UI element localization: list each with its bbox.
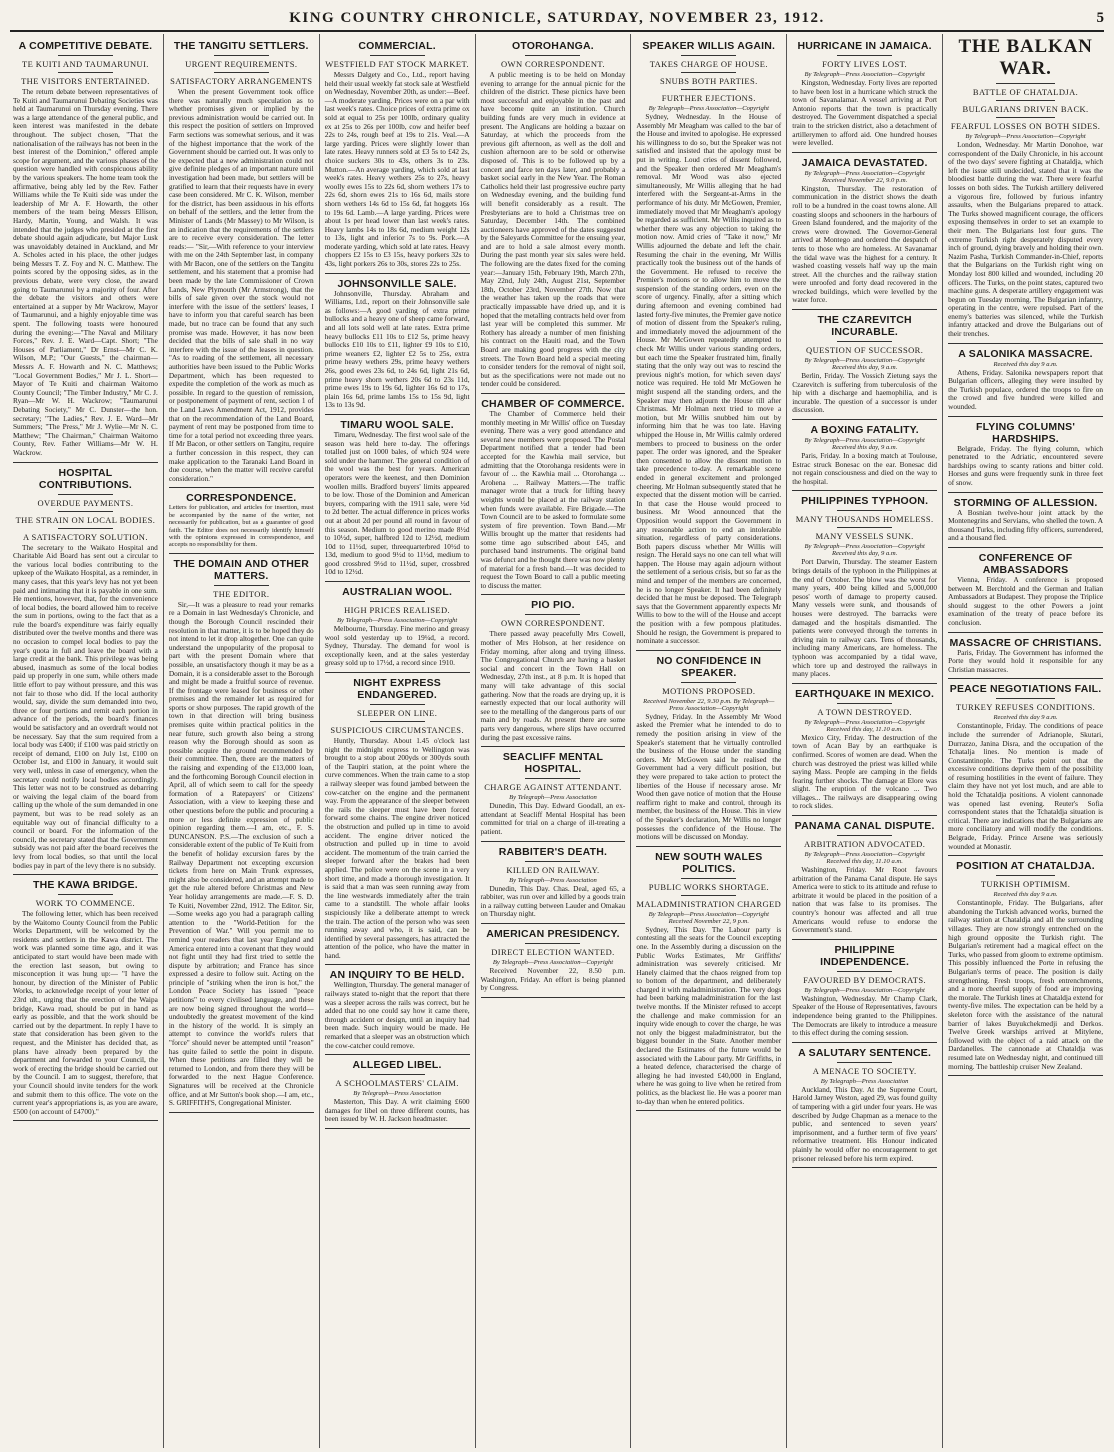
article-subhead: A SATISFACTORY SOLUTION. — [22, 531, 148, 542]
article-dateline: By Telegraph—Press Association—Copyright Received this day, 9 a.m. — [804, 357, 925, 372]
article-separator — [948, 547, 1103, 548]
article-subhead: OWN CORRESPONDENT. — [501, 618, 605, 629]
article-body: Timaru, Wednesday. The first wool sale of the season was held here to-day. The offerings totalled just on 1000 bales, of which 924 were sold under the hammer. The general condition of the wool was the best for years. American operators were the keenest, and then Dominion woollen mills. Bradford buyers' limits appeared to be low. Those of the Dominion and American buyers, comparing with the 1911 sale, were ½d to 2d better. The actual difference in prices works out at about 2d per pound all round in favour of this season. Medium to good merino made 8½d to 10½d, super, halfbred 12d to 12½d, medium 10d to 11½d, super, threequarterbred 10½d to 13d, medium to good 9½d to 11½d, medium to good crossbred 9½d to 11½d, super, crossbred 10d to 12½d. — [324, 429, 470, 577]
article-body: The return debate between representatives of Te Kuiti and Taumarunui Debating Societies was held at Taumarunui on Thursday evening. There was a large attendance of the general public, and keen interest was manifested in the debate throughout. The subject chosen, "That the nationalisation of the railways has not been in the best interest of the Dominion," offered ample scope for argument, and the various phases of the question were handled with conspicuous ability by the various speakers. The home team took the affirmative, being ably led by the Rev. Father Williams while the Te Kuiti side was under the leadership of Mr A. F. Howarth, the other members of the team being Messrs Ellison, Hardy, Martin, Young, and Walsh. It was intended that the judges who presided at the first debate should again adjudicate, but Major Lusk was unavoidably detained in Auckland, and Mr A. Scholes acted in his place, the other judges being Messrs T. Z. Foy and N. C. Matthew. The points scored by the opposing sides, as in the previous debate, were very close, the award going to Taumarunui by a majority of four. After the debate the visitors and others were entertained at a supper by Mr Wackrow, Mayor of Taumarunui, and a highly enjoyable time was spent. The following toasts were honoured during the evening:—"The Naval and Military Forces," Rev. J. E. Ward—Capt. Short; "The Houses of Parliament," Dr Ernst—Mr C. K. Wilson, M.P.; "Our Guests," the chairman—Messrs A. F. Howarth and N. C. Matthews; "Local Government Bodies," Mr J. L. Short—Mayor of Te Kuiti and chairman Waitomo County Council; "The Timber Industry," Mr C. J. Ryan—Mr W. H. Wackrow; "Taumarunui Debating Society," Mr C. Dunster—the hon. secretary; "The Ladies," Rev. J. E. Ward—Mr Summers; "The Press," Mr J. Wylie—Mr N. C. Matthew; "The Chairman," Chairman Waitomo County, Rev. Father Williams—Mr W. H. Wackrow. — [13, 87, 158, 457]
article-separator — [325, 1054, 470, 1055]
article — [325, 586, 470, 673]
article-dateline: By Telegraph—Press Association—Copyright Received November 22, 9 p.m. — [648, 910, 769, 925]
article-subhead: QUESTION OF SUCCESSOR. — [806, 345, 924, 356]
divider — [214, 55, 269, 56]
article — [792, 820, 937, 940]
article-dateline: By Telegraph—Press Association—Copyright Received this day, 9 a.m. — [804, 543, 925, 558]
article — [948, 683, 1103, 856]
article-dateline: Received this day 9 a.m. — [993, 714, 1058, 722]
divider — [837, 835, 892, 836]
article-subhead: THE VISITORS ENTERTAINED. — [21, 76, 150, 86]
article-body: Sir,—It was a pleasure to read your remarks re a Domain in last Wednesday's Chronicle, and though the Borough Council rescinded their resolution in that matter, it is to be hoped they do not intend to let it drop altogether. One can quite understand the unpopularity of the proposal to part with the present Domain where that possible, an unsatisfactory though it may be as a Domain, it is a considerable asset to the Borough and might be made a fruitful source of revenue. If the frontage were leased for business or other premises and the remainder let as required for sports or show purposes. The rapid growth of the town in that direction will bring business premises quite within practical politics in the near future, such growth also being a strong reason why the Borough should as soon as possible acquire the ground recommended by their committee. Then, there are the matters of the raising and expending of the £13,000 loan, and the forthcoming Borough Council election in April, all of which seem to call for the speedy formation of a Ratepayers' or Citizens' Association, with a view to keeping these and other questions before the public and procuring a more or less definite expression of public opinion regarding them.—I am, etc., F. S. DUNCANSON. P.S.—The exclusion of such a considerable extent of the public of Te Kuiti from the benefit of holiday excursion fares by the Railway Department not excepting excursion tickets from here on Main Trunk expresses, might also be considered, and an attempt made to get the rule altered before Christmas and New Year holiday arrangements are made.—F. S. D. Te Kuiti, November 22nd, 1912. The Editor. Sir,—Some weeks ago you had a paragraph calling attention to the "World-Petition for the Prevention of War." Will you permit me to remind your readers that last year England and America entered into a covenant that they would not fight until they had first tried to settle the dispute by arbitration; and France has since expressed a desire to follow suit. Acting on the principle of "striking when the iron is hot," the London Peace Society has issued "peace petitions" to every civilised language, and these are now being signed throughout the world—undoubtedly the greatest movement of the kind in the history of the world. It is simply an attempt to convince the world's rulers that "force" should never be attempted until "reason" has quite failed to settle the point in dispute. When these petitions are filled they will be returned to London, and from there they will be forwarded to the next Hague Conference. Signatures will be received at the Chronicle office, and at Mr Sutton's book shop.—I am, etc., S. GRIFFITH'S, Congregational Minister. — [168, 599, 314, 1108]
divider — [525, 778, 580, 779]
article-separator — [325, 581, 470, 582]
article-headline: JOHNSONVILLE SALE. — [337, 277, 457, 290]
article-headline: AN INQUIRY TO BE HELD. — [329, 969, 465, 982]
article-body: Kingston, Thursday. The restoration of communication in the district shows the death roll to be a hundred in the coast towns alone. All coasting sloops and schooners in the harbours of Green Island foundered, and the majority of the crews were drowned. The Governor-General arrived at Montego and ordered the despatch of tents to those who are homeless. At Savanamar the tidal wave was the highest for a century. It washed coasting vessels half way up the main street. All the churches and the railway station were unroofed and forty dead recovered in the wrecked buildings, which were levelled by the water force. — [792, 183, 938, 305]
article-dateline: By Telegraph—Press Association—Copyright — [492, 958, 614, 966]
article-body: Messrs Dalgety and Co., Ltd., report having held their usual weekly fat stock sale at Westfield on Wednesday, November 20th, as under:—Beef.—A moderate yarding. Prices were on a par with last week's rates. Choice prices of extra prime ox sold at equal to 25s per 100lb, ordinary quality ex at 25s to 26s per 100lb, cow and heifer beef 22s to 24s, rough beef at 19s to 21s. Veal.—A large yarding. Prices were slightly lower than late rates. Heavy runners sold at £3 5s to £42 2s, choice suckers 30s to 43s, others 3s to 23s. Mutton.—An average yarding, which sold at last week's rates. Heavy wethers 25s to 27s, heavy woolly ewes 15s to 22s 6d, shorn wethers 17s to 22s 6d, shorn ewes 21s to 16s 6d, mails store shorn wethers 14s 6d to 15s 6d, fat hoggets 16s to 19s 6d. Lamb.—A large yarding. Prices were about 1s per head lower than last week's rates. Heavy lambs 14s to 18s 6d, medium weight 12s to 13s, light and inferior 7s to 9s. Pork.—A moderate yarding, which sold at late rates. Heavy choppers £2 15s to £3 15s, heavy porkers 32s to 43s, light porkers 26s to 30s, stores 22s to 25s. — [324, 70, 470, 269]
article-subhead: CHARGE AGAINST ATTENDANT. — [484, 782, 622, 793]
article-subhead: OWN CORRESPONDENT. — [501, 59, 605, 69]
article-body: Paris, Friday. In a boxing match at Toulouse, Estrac struck Bonesac on the ear. Bonesac did not regain consciousness and died on the way to the hospital. — [792, 451, 938, 486]
article-body: Auckland, This Day. At the Supreme Court, Harold Jarney Weston, aged 29, was found guilty of tampering with a girl under four years. He was described by Judge Chapman as a menace to the public, and sentenced to seven years' imprisonment, and a further term of five years' reformative treatment. His Honour indicated plainly he would offer no encouragement to get prisoner released before his term expired. — [792, 1084, 938, 1163]
article-headline: NO CONFIDENCE IN SPEAKER. — [656, 654, 762, 679]
article — [948, 421, 1103, 493]
article — [792, 944, 937, 1043]
article-body: Melbourne, Thursday. Fine merino and greasy wool sold yesterday up to 19¼d, a record. Sydney, Thursday. The demand for wool is exceptionally keen, and at the sales yesterday greasy sold up to 17½d, a record since 1910. — [324, 624, 470, 668]
article — [636, 655, 781, 847]
article-subhead: BATTLE OF CHATALDJA. — [972, 87, 1079, 97]
article-dateline: By Telegraph—Press Association—Copyright — [965, 133, 1086, 140]
article-dateline: By Telegraph—Press Association—Copyright Received November 22, 9.0 p.m. — [804, 169, 925, 184]
article-subhead: SNUBS BOTH PARTIES. — [659, 76, 758, 86]
divider — [837, 55, 892, 56]
article — [325, 40, 470, 274]
correspondence-notice: Letters for publication, and articles for insertion, must be accompanied by the name of the writer, not necessarily for publication, but as a guarantee of good faith. The Editor does not necessarily identify himself with the opinions expressed in correspondence, and accepts no responsibility for them. — [168, 504, 314, 549]
column-6 — [787, 34, 943, 1448]
article-headline: AUSTRALIAN WOOL. — [342, 586, 453, 599]
article-subhead: A MENACE TO SOCIETY. — [812, 1065, 917, 1076]
article-separator — [481, 923, 626, 924]
article-body: The following letter, which has been received by the Waitomo County Council from the Public Works Department, will be welcomed by the residents and settlers in the Kawa district. The work was planned some time ago, and it was anticipated to start would have been made with the erection last season, but owing to misconception it was hung up:— "I have the honour, by direction of the Minister of Public Works, to acknowledge receipt of your letter of 23rd ult., urging that the erection of the Waipa bridge, Kawa road, should be put in hand as early as possible, and that the work should be carried out by the department. In reply I have to state that consideration has been given to the request, and the Minister has decided that, as plans have already been prepared by the department and forwarded to your Council, the work of erecting the bridge should be carried out by the Council. I am to suggest, therefore, that your Council should invite tenders for the work and submit them to this office. The vote on the current year's appropriations is, as you are aware, £500 (on account of £4700)." — [13, 909, 158, 1116]
column-3 — [320, 34, 476, 1448]
divider — [681, 682, 736, 683]
divider — [837, 971, 892, 972]
article-separator — [792, 419, 937, 420]
column-2 — [164, 34, 320, 1448]
article-separator — [169, 1112, 314, 1113]
article-separator — [325, 672, 470, 673]
article-dateline: By Telegraph—Press Association—Copyright Received this day, 9 a.m. — [804, 437, 925, 452]
article — [325, 278, 470, 415]
article-body: Received November 22, 8.50 p.m. Washington, Friday. An effort is being planned by Congress. — [480, 965, 626, 993]
article-separator — [792, 152, 937, 153]
article-body: Dunedin, This Day. Edward Goodall, an ex-attendant at Seacliff Mental Hospital has been committed for trial on a charge of ill-treating a patient. — [480, 801, 626, 836]
article-subhead: TAKES CHARGE OF HOUSE. — [649, 59, 768, 69]
divider — [370, 721, 425, 722]
article-subhead: FAVOURED BY DEMOCRATS. — [803, 974, 926, 985]
article-separator — [948, 343, 1103, 344]
article-headline: TIMARU WOOL SALE. — [340, 418, 454, 431]
newspaper-page — [8, 34, 1108, 1448]
article-subhead: TURKISH OPTIMISM. — [980, 879, 1071, 890]
article-headline: PIO PIO. — [531, 599, 575, 612]
article-headline: HURRICANE IN JAMAICA. — [797, 40, 932, 52]
article-separator — [792, 683, 937, 684]
article-subhead: BULGARIANS DRIVEN BACK. — [962, 104, 1089, 114]
article-body: Sydney, Friday. In the Assembly Mr Wood asked the Premier what he intended to do to remedy the position arising in view of the Speaker's statement that he virtually controlled the business of the House under the standing orders. Mr McGowen said he realised the Government had a very difficult position, but they were prepared to take action to protect the liberties of the House if necessary arose. Mr Wood then gave notice of motion that the House reaffirm right to make and control, through its member, the business of the House. This in view of the Speaker's declaration, Mr Willis no longer possesses the confidence of the House. The motions will be discussed on Monday. — [636, 711, 782, 842]
article-subhead: A TOWN DESTROYED. — [817, 706, 912, 717]
article-headline: A SALUTARY SENTENCE. — [798, 1046, 932, 1059]
article-body: Washington, Friday. Mr Root favours arbitration of the Panama Canal dispute. He says America were to stick to its attitude and refuse to arbitrate it would be placed in the position of a nation that was false to its promises. The country's honour was affected and all true Americans would refuse to endorse the Government's stand. — [792, 865, 938, 935]
article-separator — [481, 393, 626, 394]
divider — [58, 72, 113, 73]
article — [481, 751, 626, 841]
article-separator — [13, 462, 158, 463]
column-7 — [943, 34, 1108, 1448]
article-separator — [13, 1120, 158, 1121]
article-subhead: MANY VESSELS SUNK. — [815, 531, 914, 542]
article-subhead: OVERDUE PAYMENTS. — [37, 497, 134, 508]
article-subhead: SLEEPER ON LINE. — [356, 708, 438, 719]
article-separator — [636, 846, 781, 847]
article-separator — [13, 874, 158, 875]
article — [948, 637, 1103, 680]
article-headline: HOSPITAL CONTRIBUTIONS. — [38, 466, 133, 491]
article-body: Constantinople, Friday. The Bulgarians, after abandoning the Turkish advanced works, burned the railway station at Chataldja and all the surrounding villages. They are now strongly entrenched on the high ground opposite the Turkish right. The Bulgarian's retirement had a magical effect on the Turks, who passed from gloom to extreme optimism. This possibly influenced the Porte in refusing the Bulgarian's terms of peace. The position is daily strengthening. Fresh troops, fresh entrenchments, and a more cheerful supply of food are improving the morale. The Turkish lines at Chataldja extend for twenty-five miles. The expectation can be held by a skeleton force with the assistance of the natural barrier of lakes Buyukchekmedji and Derkos. Twelve Greek warships arrived at Mitylene, followed with the object of a raid attack on the Dardanelles. The cannonade at Chataldja was resumed late on Wednesday night, and continued till morning. The battleship cruiser New Zealand. — [948, 898, 1104, 1071]
article-headline: JAMAICA DEVASTATED. — [801, 156, 928, 169]
article — [792, 157, 937, 310]
article-dateline: By Telegraph—Press Association — [820, 1077, 909, 1085]
article-body: There passed away peacefully Mrs Cowell, mother of Mrs Hobson, at her residence on Friday morning, after along and trying illness. The Congregational Church are having a basket social and concert in the Town Hall on Wednesday, 27th inst., at 8 p.m. It is hoped that many will take advantage of this social gathering. Now that the roads are drying up, it is earnestly expected that our local authority will see to the metalling of the dangerous parts of our main and by roads. At present there are some parts very dangerous, where slips have occurred during the past excessive rains. — [480, 629, 626, 742]
divider — [370, 1074, 425, 1075]
article-body: A Bosnian twelve-hour joint attack by the Montenegrins and Servians, who shelled the town. A thousand Turks, including fifty officers, surrendered, and a thousand fled. — [948, 507, 1104, 543]
article-body: Port Darwin, Thursday. The steamer Eastern brings details of the typhoon in the Philippines at the end of October. The blow was the worst for many years, 400 being killed and 5,000,000 pesos' worth of damage to property caused. Many vessels were sunk, and thousands of houses were destroyed. The barracks were damaged and the hospitals dismantled. The patients were conveyed through the torrents in driving rain to railway cars. Tens of thousands, including many Americans, are homeless. The typhoon was accompanied by a tidal wave, which tore up and destroyed the railways in many places. — [792, 557, 938, 679]
divider — [214, 72, 269, 73]
column-5 — [631, 34, 787, 1448]
article-body: The secretary to the Waikato Hospital and Charitable Aid Board has sent out a circular to the various local bodies contributing to the upkeep of the Waikato Hospital, as a reminder, in many cases, that this year's levy has not yet been paid and intimating that it is payable in one sum. He mentions, however, that, for the convenience of local bodies, the board allowed him to receive the sum in portions, owing to the fact that as a rule the board's expenditure was fairly equally distributed over the twelve months and there was no occasion to compel local bodies to pay the year's quota in full and leave the board with a large credit at the bank. This privilege was being abused, inasmuch as some of the local bodies paid up properly in one sum, while others made little effort to pay without pressure, and this was not fair to those who did. If the local authority would, say, divide the sum demanded into two, three or four portions and remit each portion in advance of the periods, the board's finances would be satisfactory and an overdraft would not be necessary. Say that the sum required from a local body was £400; if £100 was paid strictly on receipt of demand, £100 on July 1st, £100 on October 1st, and £100 in January, it would suit very well, unless in case of emergency, when the secretary could notify local bodies accordingly. This letter was not to be construed as debarring or waiving the legal claim of the board from calling up the whole of the sum demanded in one payment, but was to be read solely as an equitable way out of financial difficulty to a council or board. For the information of the council, the secretary stated that the Government subsidy was not paid after the board receives the levy from local bodies, so that until the local bodies pay in part of the levy there is no subsidy. — [13, 542, 158, 870]
newspaper-title: KING COUNTRY CHRONICLE, SATURDAY, NOVEMBER 23, 1912. — [289, 9, 825, 26]
article-dateline: By Telegraph—Press Association—Copyright — [804, 986, 925, 994]
divider — [996, 100, 1055, 101]
article-subhead: MANY THOUSANDS HOMELESS. — [795, 514, 934, 525]
article-headline: POSITION AT CHATALDJA. — [956, 860, 1095, 873]
article-headline: PEACE NEGOTIATIONS FAIL. — [949, 683, 1102, 696]
column-1 — [8, 34, 164, 1448]
article-headline: MASSACRE OF CHRISTIANS. — [949, 636, 1102, 649]
article-dateline: Received this day 9 a.m. — [993, 360, 1058, 368]
article-separator — [948, 855, 1103, 856]
article-subhead: MOTIONS PROPOSED. — [662, 685, 756, 696]
divider — [214, 585, 269, 586]
article-separator — [169, 487, 314, 488]
divider — [370, 55, 425, 56]
article-subhead: FEARFUL LOSSES ON BOTH SIDES. — [950, 121, 1101, 131]
divider — [681, 89, 736, 90]
divider — [525, 861, 580, 862]
article-separator — [792, 309, 937, 310]
article — [792, 1047, 937, 1168]
divider — [525, 943, 580, 944]
article-headline: A BOXING FATALITY. — [810, 424, 919, 437]
divider — [837, 341, 892, 342]
divider — [58, 528, 113, 529]
article-body: Constantinople, Friday. The conditions of peace include the surrender of Adrianople, Skutari, Durrazzo, Janina Disra, and the occupation of the Tchatalja lines. No mention is made of Constantinople. The Turks point out that the excessive conditions deprive them of the possibility of resuming hostilities in the event of failure. They claim they have not yet lost much, and are able to hold the Tchataldja positions. A violent cannonade was opened last evening. Reuter's Sofia correspondent states that the Tchataldja situation is critical. There are indications that the Bulgarians are more conciliatory and will modify the conditions. Belgrade, Friday. Prince Arsene was seriously wounded at Monastir. — [948, 721, 1104, 851]
article-subhead: HIGH PRICES REALISED. — [344, 605, 451, 616]
article-headline: A COMPETITIVE DEBATE. — [18, 40, 153, 52]
article-body: Paris, Friday. The Government has informed the Porte they would hold it responsible for any Christian massacres. — [948, 647, 1104, 674]
divider — [837, 1062, 892, 1063]
article-separator — [948, 678, 1103, 679]
article-headline: THE DOMAIN AND OTHER MATTERS. — [173, 557, 309, 582]
article-separator — [948, 416, 1103, 417]
article — [13, 467, 158, 876]
article-headline: A SALONIKA MASSACRE. — [958, 347, 1093, 360]
article-separator — [325, 964, 470, 965]
article-headline: CORRESPONDENCE. — [186, 492, 297, 505]
article-body: London, Wednesday. Mr Martin Donohoe, war correspondent of the Daily Chronicle, in his account of the two days' severe fighting at Chataldja, which left the issue still undecided, stated that it was the bloodiest battle during the war. There were fearful losses on both sides. The Turkish artillery delivered a vigorous fire, followed by furious infantry assaults, when the Bulgarians prepared to attack. The Turks showed magnificent courage, the officers exposing themselves in order to set an example to their men. The Bulgarians lost four guns. The extreme Turkish right desperately disputed every inch of ground, dying bravely and holding their own. Nazim Pasha, Turkish Commander-in-Chief, reports that the Bulgarians on the Turkish right wing on Monday lost 800 killed and wounded, including 20 officers. The Turks, on the point states, captured two machine guns. A desperate artillery engagement was begun on Tuesday morning. The Bulgarian infantry, operating in the centre, were repulsed. Part of the enemy's batteries was silenced, while the Turkish infantry attacked and drove the Bulgarians out of their trenches. — [948, 140, 1104, 339]
article-headline: CHAMBER OF COMMERCE. — [481, 397, 625, 410]
article — [481, 846, 626, 924]
article — [325, 1059, 470, 1129]
divider — [370, 704, 425, 705]
article-dateline: Received November 22, 9.30 p.m. By Telegraph—Press Association—Copyright — [643, 697, 775, 712]
article-headline: SEACLIFF MENTAL HOSPITAL. — [502, 751, 604, 776]
article-headline: NEW SOUTH WALES POLITICS. — [655, 850, 763, 875]
article — [325, 677, 470, 965]
article-subhead: URGENT REQUIREMENTS. — [185, 59, 298, 69]
article — [948, 348, 1103, 417]
article-subhead: MALADMINISTRATION CHARGED — [636, 898, 782, 909]
article-body: The Chamber of Commerce held their monthly meeting in Mr Willis' office on Tuesday evening. There was a very good attendance and several new members were proposed. The Postal Department notified that a tender had been accepted for the Kawhia mail service, but admitting that the Otorohanga residents were in favour of ... the Kawhia mail ... Otorohanga ... Arohena ... Railway Matters.—The traffic manager wrote that a truck for lifting heavy weights would be placed at the railway station when funds were available. Fire Brigade.—The Town Council are to be asked to formulate some system of fire prevention. Town Band.—Mr Willis brought up the matter that residents had some time ago subscribed about £45, and purchased band instruments. The original band was defunct and he thought there was now plenty of material for a fresh band.—It was decided to request the Town Board to call a public meeting to discuss the matter. — [480, 408, 626, 590]
divider — [837, 527, 892, 528]
article-subhead: TE KUITI AND TAUMARUNUI. — [22, 59, 149, 69]
article-subhead: TURKEY REFUSES CONDITIONS. — [955, 702, 1096, 713]
article-body: Washington, Wednesday. Mr Champ Clark, Speaker of the House of Representatives, favours independence being granted to the Philippines. The Democrats are likely to introduce a measure to this effect during the coming session. — [792, 993, 938, 1038]
article-dateline: By Telegraph—Press Association — [509, 794, 597, 802]
article — [636, 851, 781, 1111]
article-body: Berlin, Friday. The Vossich Zietung says the Czarevitch is suffering from tuberculosis of the hip with a discharge and haemophilia, and is incurable. The question of a successor is under discussion. — [792, 371, 938, 415]
article — [169, 40, 314, 488]
article-headline: OTOROHANGA. — [511, 40, 594, 52]
article-subhead: A SCHOOLMASTERS' CLAIM. — [335, 1078, 459, 1089]
article — [792, 40, 937, 153]
article-body: Vienna, Friday. A conference is proposed between M. Berchtold and the German and Italian Ambassadors at Budapest. They propose the Triplice should suggest to the other Powers a joint examination of the treaty of peace before its conclusion. — [948, 574, 1104, 627]
article-headline: EARTHQUAKE IN MEXICO. — [795, 687, 935, 700]
article-separator — [481, 997, 626, 998]
divider — [58, 55, 113, 56]
article — [948, 860, 1103, 1076]
divider — [58, 494, 113, 495]
article — [13, 879, 158, 1121]
article — [948, 552, 1103, 633]
article-dateline: By Telegraph—Press Association—Copyright — [804, 71, 925, 78]
article — [792, 314, 937, 420]
article-headline: CONFERENCE OF AMBASSADORS — [978, 551, 1073, 576]
article — [169, 492, 314, 553]
article — [636, 40, 781, 651]
article-separator — [792, 1042, 937, 1043]
article-subhead: SUSPICIOUS CIRCUMSTANCES. — [330, 725, 464, 736]
article — [481, 398, 626, 595]
article-headline: PANAMA CANAL DISPUTE. — [794, 820, 935, 833]
divider — [996, 83, 1055, 84]
article-separator — [792, 490, 937, 491]
article-body: Belgrade, Friday. The flying column, which penetrated to the Adriatic, encountered severe hardships owing to scanty rations and bitter cold. Horses and guns were frequently sunk in three feet of snow. — [948, 443, 1104, 487]
article-body: Sydney, This Day. The Labour party is contesting all the seats for the Council excepting one. In the Assembly during a discussion on the Public Works Estimates, Mr Griffiths' administration was severely criticised. Mr Hanely claimed that the chaos reigned from top to bottom of the department, and deliberately charged it with maladministration. The very dogs had been barking maladministration for the last twelve months. If the Minister refused to accept the challenge and make commission for an inquiry wide enough to cover the charge, he was not only the biggest maladministrator, but the biggest bounder in the State. Another member declared the Estimates of the future would be associated with the Labour party. Mr Griffiths, in a heated defence, characterised the charge of alleging he had invested £40,000 in England, where he was going to live when he retired from politics, as the blackest lie. He was a poorer man to-day than when he entered politics. — [636, 924, 782, 1106]
article-dateline: By Telegraph—Press Association—Copyright Received this day, 11.10 a.m. — [804, 851, 925, 866]
article-body: Johnsonville, Thursday. Abraham and Williams, Ltd., report on their Johnsonville sale as follows:—A good yarding of extra prime bullocks and a heavy one of sheep came forward, and all lots sold well at late rates. Extra prime heavy bullocks £11 10s to £12 5s, prime heavy bullocks £10 10s to £11, lighter £9 10s to £10, prime weaners £2, lighter £2 5s to 25s, extra prime heavy wethers 29s, prime heavy wethers 26s, good ewes 23s 6d, to 24s 6d, light 21s 6d, prime heavy shorn wethers 20s 6d to 23s 11d, prime ewes 19s to 19s 6d, lighter 16s 6d to 17s, plain 16s 6d, prime lambs 15s to 15s 9d, light 13s to 13s 9d. — [324, 288, 470, 410]
article-subhead: ARBITRATION ADVOCATED. — [804, 839, 926, 850]
article-headline: RABBITER'S DEATH. — [498, 845, 608, 858]
divider — [370, 601, 425, 602]
divider — [681, 895, 736, 896]
article-dateline: Received this day 9 a.m. — [993, 891, 1058, 899]
article-separator — [948, 1075, 1103, 1076]
article — [481, 928, 626, 998]
article-dateline: By Telegraph—Press Association—Copyright — [336, 617, 458, 625]
article-separator — [481, 594, 626, 595]
article — [169, 558, 314, 1113]
article-body: Kingston, Wednesday. Forty lives are reported to have been lost in a hurricane which struck the town of Savanalamar. A vessel arriving at Port Antonio reports that the town is practically destroyed. The Government dispatched a special train to the stricken district, also a detachment of artillerymen to afford aid. One hundred houses were levelled. — [792, 78, 938, 148]
divider — [58, 511, 113, 512]
column-4 — [476, 34, 632, 1448]
page-number: 5 — [1096, 9, 1104, 26]
article-body: Wellington, Thursday. The general manager of railways stated to-night that the report that there was a sleeper across the rails was correct, but he added that no one could say how it came there, through accident or design, until an inquiry had been made. Such inquiry would be made. He remarked that a sleeper was an obstruction which the cow-catcher could remove. — [324, 980, 470, 1050]
article-subhead: THE STRAIN ON LOCAL BODIES. — [15, 514, 156, 525]
article-separator — [169, 553, 314, 554]
article-separator — [325, 1128, 470, 1129]
article-headline: THE CZAREVITCH INCURABLE. — [817, 314, 912, 339]
article-separator — [636, 650, 781, 651]
article-separator — [481, 841, 626, 842]
article-headline: PHILIPPINE INDEPENDENCE. — [820, 943, 910, 968]
article-headline: STORMING OF ALLESSION. — [953, 496, 1098, 509]
article-headline: AMERICAN PRESIDENCY. — [486, 927, 620, 940]
article — [481, 40, 626, 394]
article-subhead: FURTHER EJECTIONS. — [661, 93, 756, 103]
divider — [681, 72, 736, 73]
article-subhead: DIRECT ELECTION WANTED. — [491, 946, 615, 957]
article — [325, 419, 470, 582]
article-separator — [636, 1110, 781, 1111]
divider — [681, 55, 736, 56]
article-body: Masterton, This Day. A writ claiming £600 damages for libel on three different counts, has been issued by W. H. Jackson headmaster. — [324, 1097, 470, 1124]
article — [13, 40, 158, 463]
divider — [681, 878, 736, 879]
masthead — [10, 6, 1104, 32]
divider — [996, 875, 1055, 876]
article-separator — [325, 414, 470, 415]
divider — [58, 894, 113, 895]
article-separator — [948, 632, 1103, 633]
article-dateline: By Telegraph—Press Association—Copyright — [648, 105, 769, 112]
divider — [525, 614, 580, 615]
article-dateline: By Telegraph—Press Association — [509, 876, 597, 884]
article-headline: ALLEGED LIBEL. — [352, 1059, 442, 1072]
divider — [525, 55, 580, 56]
divider — [996, 698, 1055, 699]
article-dateline: By Telegraph—Press Association—Copyright Received this day, 11.10 a.m. — [804, 718, 925, 733]
article — [792, 424, 937, 491]
article-dateline: By Telegraph—Press Association — [353, 1090, 441, 1098]
article-separator — [481, 746, 626, 747]
article-body: A public meeting is to be held on Monday evening to arrange for the annual picnic for the children of the district. These picnics have been most successful and enjoyable in the past and have become quite an institution. Church building funds are very much in evidence at present. The Anglicans are holding a bazaar on Saturday, at which the proceeds from the previous gift afternoon, as well as the doll and cushion afternoon are to be sold or otherwise disposed of. This is to be followed up by a concert and farce ten days later, and probably a basket social early in the New Year. The Roman Catholics held their last progressive euchre party on Wednesday evening, and the building fund will benefit considerably as a result. The Presbyterians are to hold a Christmas tree on Saturday, December 14th. The combined auctioneers have approved of the dates suggested by the Saleyards Committee for the ensuing year, and are to hold a sale almost every month. During the past month year six sales were held. The following are the dates fixed for the coming year:—January 15th, February 19th, March 27th, May 22nd, July 24th, August 21st, September 18th, October 23rd, November 27th. Now that the weather has taken up the roads that were practically impassable have dried up, and it is hoped that the metalling contracts held over from last year will be completed this summer. Mr Rothery has already a number of men finishing his contract on the Hauiti road, and the Town Board are making good progress with the city streets. The Town Board held a special meeting to consider tenders for the removal of night soil, but as the specifications were not made out no tender could be considered. — [480, 70, 626, 389]
article-body: Dunedin, This Day. Chas. Deal, aged 65, a rabbiter, was run over and killed by a goods train in a railway cutting between Lauder and Omakau on Thursday night. — [480, 883, 626, 919]
article-body: Sydney, Wednesday. In the House of Assembly Mr Meagham was called to the bar of the House and invited to apologise. He expressed his willingness to do so, but the Speaker was not satisfied and insisted that the apology must be put in writing. Loud cries of dissent followed, and the Speaker then ordered Mr Meagham's removal. Mr Wood was also ejected simultaneously, Mr Willis alleging that he had interfered with the Sergeant-at-Arms in the performance of his duty. Mr McGowen, Premier, immediately moved that Mr Meagham's apology be regarded as sufficient. Mr Willis inquired as to whether there was any objection to taking the motion now. Amid cries of "Take it now," Mr Willis adjourned the debate and left the chair. Resuming the chair in the evening, Mr Willis practically took the business out of the hands of the Government. He refused to receive the Premier's motions or to allow him to move the suspension of the standing orders, even on the score of urgency. Finally, after a sitting which during afternoon and evening combined had lasted forty-five minutes, the Premier gave notice of motion of dissent from the Speaker's ruling, and immediately moved the adjournment of the House. Mr McGowen repeatedly attempted to check Mr Willis under various standing orders, but each time the Speaker frustrated him, finally stating that the only way out was to rescind the previous night's motion, for which seven days' notice was required. He told Mr McGowen he might suspend all the standing orders, and the Speaker may then adjourn the House till after Christmas. Mr Holman next tried to move a motion, but Mr Willis snubbed him out by informing him that he was too late. Having whipped the House in, Mr Willis calmly ordered members to proceed to business on the order paper. The order was ignored, and the Speaker then consented to allow the dissent motion to take precedence to-day. A remarkable scene ended in general excitement and prolonged cheering. Mr Holman subsequently stated that he expected that the dissent motion will be carried. In that case the House would proceed to business. Mr Wood announced that the Opposition would support the Government in any reasonable action to end an intolerable situation, regardless of party considerations. Both papers discuss whether Mr Willis will resign. The Herald says no one can tell what will happen. The House may again adjourn without the settlement of a serious crisis, but so far as the mind and temper of the members are concerned, he is no longer Speaker. It had been definitely decided that he must be deposed. The Telegraph says that the Government apparently expects Mr Willis to bow to the will of the House and accept the position with a few pompous platitudes. Should he resign, the Government is prepared to nominate a successor. — [636, 112, 782, 646]
article-subhead: WORK TO COMMENCE. — [35, 898, 136, 909]
article-headline: NIGHT EXPRESS ENDANGERED. — [353, 677, 441, 702]
article-separator — [948, 492, 1103, 493]
article-body: Huntly, Thursday. About 1.45 o'clock last night the midnight express to Wellington was brought to a stop about 200yds or 300yds south of the Taupiri station, at the point where the curve commences. When the train came to a stop a railway sleeper was found jambed between the cow-catcher on the engine and the permanent way. From the appearance of the sleeper between the rails the sleeper must have been forced forward some chains. The engine driver noticed the obstruction and pulled up in time to avoid accident. The engine driver noticed the obstruction and pulled up in time to avoid accident. The momentum of the train carried the sleeper forward after the brakes had been applied. The police were on the scene in a very short time, and made a thorough investigation. It is said that a man was seen running away from the line westwards immediately after the train came to a standstill. The whole affair looks suspiciously like a deliberate attempt to wreck the train. The action of the person who was seen running away and who, it is said, can be identified by several passengers, has attracted the attention of the police, who have the matter in hand. — [324, 736, 470, 960]
article-headline: COMMERCIAL. — [358, 40, 436, 52]
article-subhead: WESTFIELD FAT STOCK MARKET. — [325, 59, 470, 69]
article — [325, 969, 470, 1055]
divider — [996, 117, 1055, 118]
article-body: Athens, Friday. Salonika newspapers report that Bulgarian officers, alleging they were insulted by the Turkish populace, ordered the troops to fire on the crowd and five hundred were killed and wounded. — [948, 367, 1104, 412]
article — [948, 36, 1103, 344]
divider — [837, 703, 892, 704]
article-subhead: THE EDITOR. — [213, 588, 270, 599]
article-headline: THE TANGITU SETTLERS. — [173, 40, 309, 52]
divider — [837, 510, 892, 511]
article-subhead: KILLED ON RAILWAY. — [506, 864, 600, 875]
article — [481, 599, 626, 747]
article-subhead: SATISFACTORY ARRANGEMENTS — [170, 76, 313, 86]
article-body: When the present Government took office there was naturally much speculation as to whether promises given or implied by the previous administration would be carried out. In this respect the position of settlers on Improved Farm sections was somewhat serious, and it was of the highest importance that the work of the Government should be carried out. It was only to be expected that a new administration could not give definite pledges of an important nature until investigation had been made, but settlers will be gratified to learn that their requests have in every case been considered. Mr C. K. Wilson, member for the district, has been assiduous in his efforts on behalf of the settlers, and the letter from the Minister of Lands (Mr Massey) to Mr Wilson, is an indication that the requirements of the settlers are to receive every consideration. The letter reads:— "Sir,—With reference to your interview with me on the 24th September last, in company with Mr Bacon, one of the settlers on the Tangitu settlement, and his statement that a promise had been made by the late Commissioner of Crown Lands, New Plymouth (Mr Armstrong), that the bills of sale given over the stock would not interfere with the issue of the settlers' leases, I have to inform you that careful search has been made, but no trace can be found that any such promise was made. However, it has now been decided that the bills of sale shall in no way interfere with the issue of the leases in question. "As to roading of the settlement, all necessary authorities have been issued to the Public Works Department, which has been requested to expedite the completion of the work as much as possible. In regard to the question of remission, or postponement of payment of rent, section 1 of the Land Laws Amendment Act, 1912, provides that on the recommendation of the Land Board, payment of rent may be postponed from time to time for a total period not exceeding three years. If Mr Bacon, or other settlers on Tangitu, require a further concession in this respect, they can make application to the Taranaki Land Board in due course, when the matter will receive careful consideration." — [168, 87, 314, 483]
article-separator — [792, 939, 937, 940]
article-headline: THE BALKAN WAR. — [958, 36, 1093, 79]
article-separator — [325, 273, 470, 274]
article-subhead: FORTY LIVES LOST. — [822, 59, 908, 69]
article-subhead: PUBLIC WORKS SHORTAGE. — [648, 881, 769, 892]
article — [792, 688, 937, 816]
article — [792, 495, 937, 683]
article-headline: THE KAWA BRIDGE. — [32, 879, 138, 892]
article — [948, 497, 1103, 548]
article-body: Mexico City, Friday. The destruction of the town of Acan Bay by an earthquake is confirmed. Scores of women are dead. When the church was destroyed the priest was killed while saying Mass. People are camping in the fields fearing further shocks. The damage at Elore was slight. The eruption of the volcano ... Two villages... The railways are disappearing owing to rock slides. — [792, 732, 938, 811]
article-headline: FLYING COLUMNS' HARDSHIPS. — [976, 420, 1076, 445]
article-separator — [792, 1167, 937, 1168]
article-headline: SPEAKER WILLIS AGAIN. — [642, 40, 776, 52]
article-separator — [792, 815, 937, 816]
article-headline: PHILIPPINES TYPHOON. — [801, 495, 929, 508]
